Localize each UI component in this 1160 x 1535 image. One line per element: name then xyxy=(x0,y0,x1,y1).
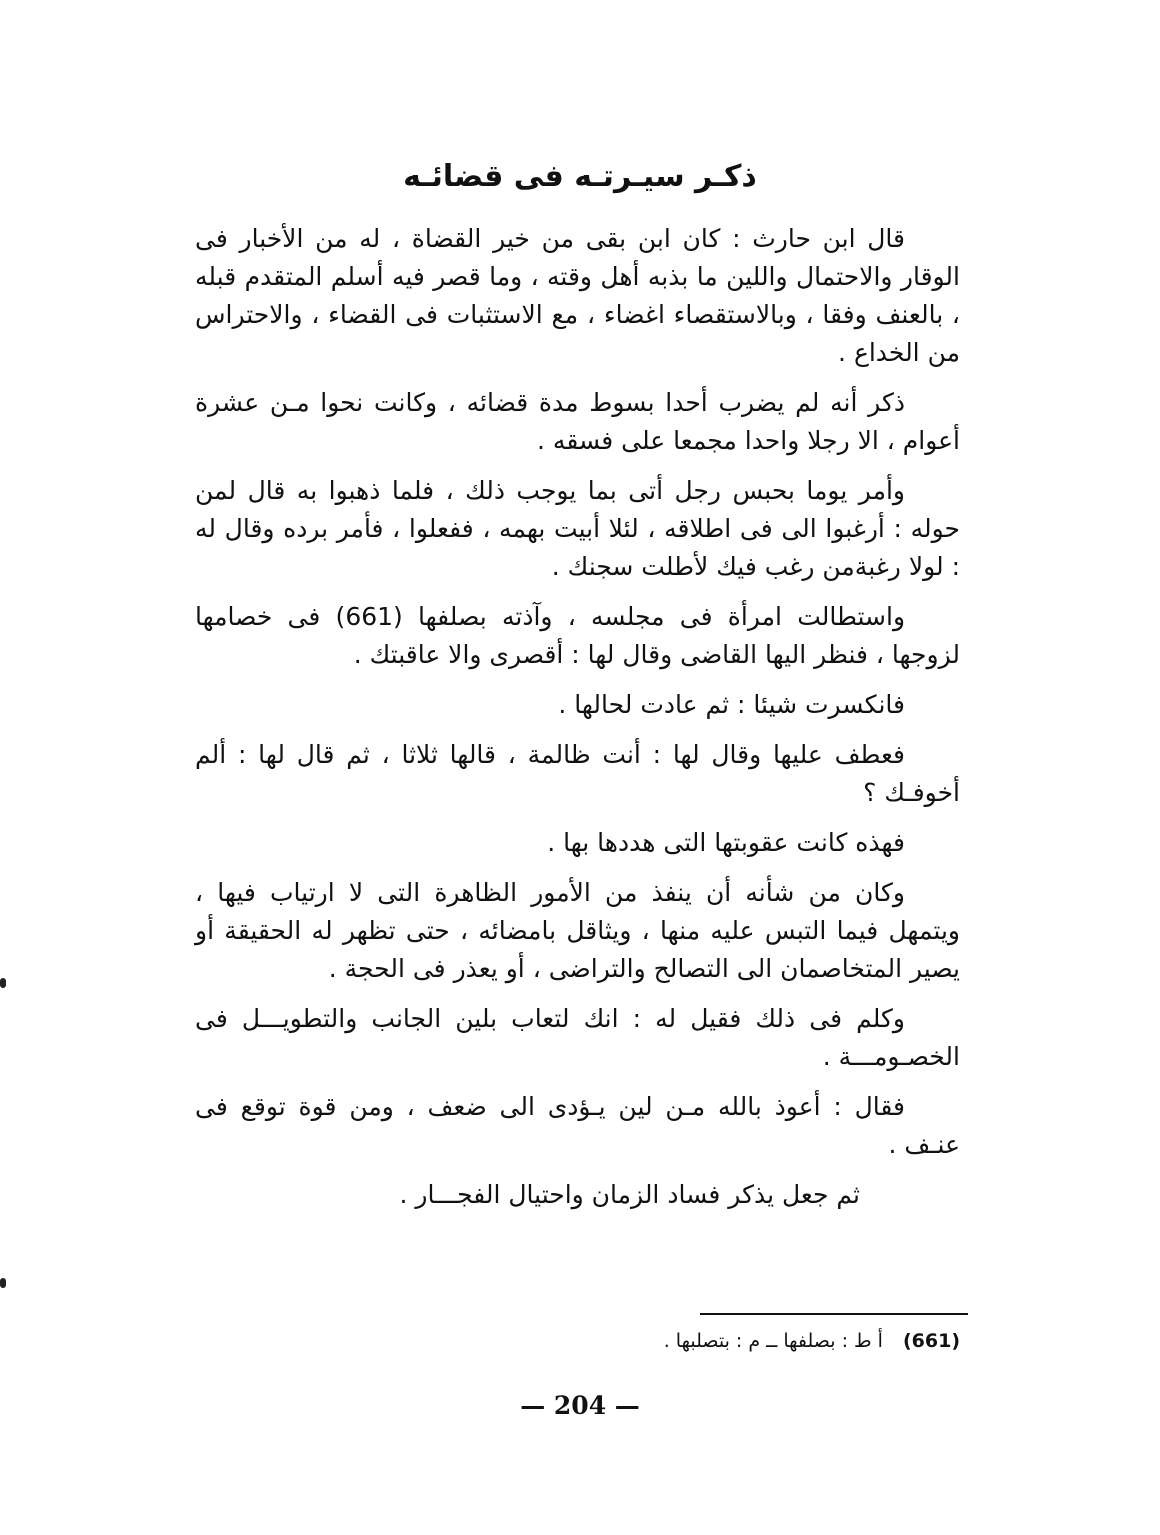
footnote-number: (661) xyxy=(902,1330,960,1352)
footnote-text: أ ط : بصلفها ــ م : بتصلبها . xyxy=(663,1330,883,1352)
scan-artifact-mark xyxy=(0,1278,6,1288)
paragraph: فعطف عليها وقال لها : أنت ظالمة ، قالها ثلاثا ، ثم قال لها : ألم أخوفـك ؟ xyxy=(195,740,960,807)
paragraph: ذكر أنه لم يضرب أحدا بسوط مدة قضائه ، وكانت نحوا مـن عشرة أعوام ، الا رجلا واحدا مجمعا على فسقه . xyxy=(195,388,960,455)
paragraph: فهذه كانت عقوبتها التى هددها بها . xyxy=(547,828,905,857)
paragraph: قال ابن حارث : كان ابن بقى من خير القضاة ، له من الأخبار فى الوقار والاحتمال واللين ما بذبه أهل وقته ، وما قصر فيه أسلم المتقدم قبله ، بالعنف وفقا ، وبالاستقصاء اغضاء ، مع الاستثبات فى القضاء ، والاحتراس من الخداع . xyxy=(195,224,960,367)
paragraph: واستطالت امرأة فى مجلسه ، وآذته بصلفها (661) فى خصامها لزوجها ، فنظر اليها القاضى وقال لها : أقصرى والا عاقبتك . xyxy=(195,602,960,669)
footnote xyxy=(560,1326,960,1356)
main-text xyxy=(195,220,960,1226)
footnote-divider xyxy=(700,1313,968,1315)
paragraph: فقال : أعوذ بالله مـن لين يـؤدى الى ضعف ، ومن قوة توقع فى عنـف . xyxy=(195,1092,960,1159)
paragraph: وأمر يوما بحبس رجل أتى بما يوجب ذلك ، فلما ذهبوا به قال لمن حوله : أرغبوا الى فى اطلاقه ، لئلا أبيت بهمه ، ففعلوا ، فأمر برده وقال له : لولا رغبةمن رغب فيك لأطلت سجنك . xyxy=(195,476,960,581)
paragraph: فانكسرت شيئا : ثم عادت لحالها . xyxy=(558,690,905,719)
paragraph: وكلم فى ذلك فقيل له : انك لتعاب بلين الجانب والتطويـــل فى الخصـومـــة . xyxy=(195,1004,960,1071)
section-title: ذكـر سيـرتـه فى قضائـه xyxy=(403,159,757,194)
paragraph: ثم جعل يذكر فساد الزمان واحتيال الفجـــار . xyxy=(399,1180,860,1209)
scan-artifact-mark xyxy=(0,978,6,988)
page-number: — 204 — xyxy=(520,1391,640,1420)
paragraph: وكان من شأنه أن ينفذ من الأمور الظاهرة التى لا ارتياب فيها ، ويتمهل فيما التبس عليه منها ، ويثاقل بامضائه ، حتى تظهر له الحقيقة أو يصير المتخاصمان الى التصالح والتراضى ، أو يعذر فى الحجة . xyxy=(195,878,960,983)
